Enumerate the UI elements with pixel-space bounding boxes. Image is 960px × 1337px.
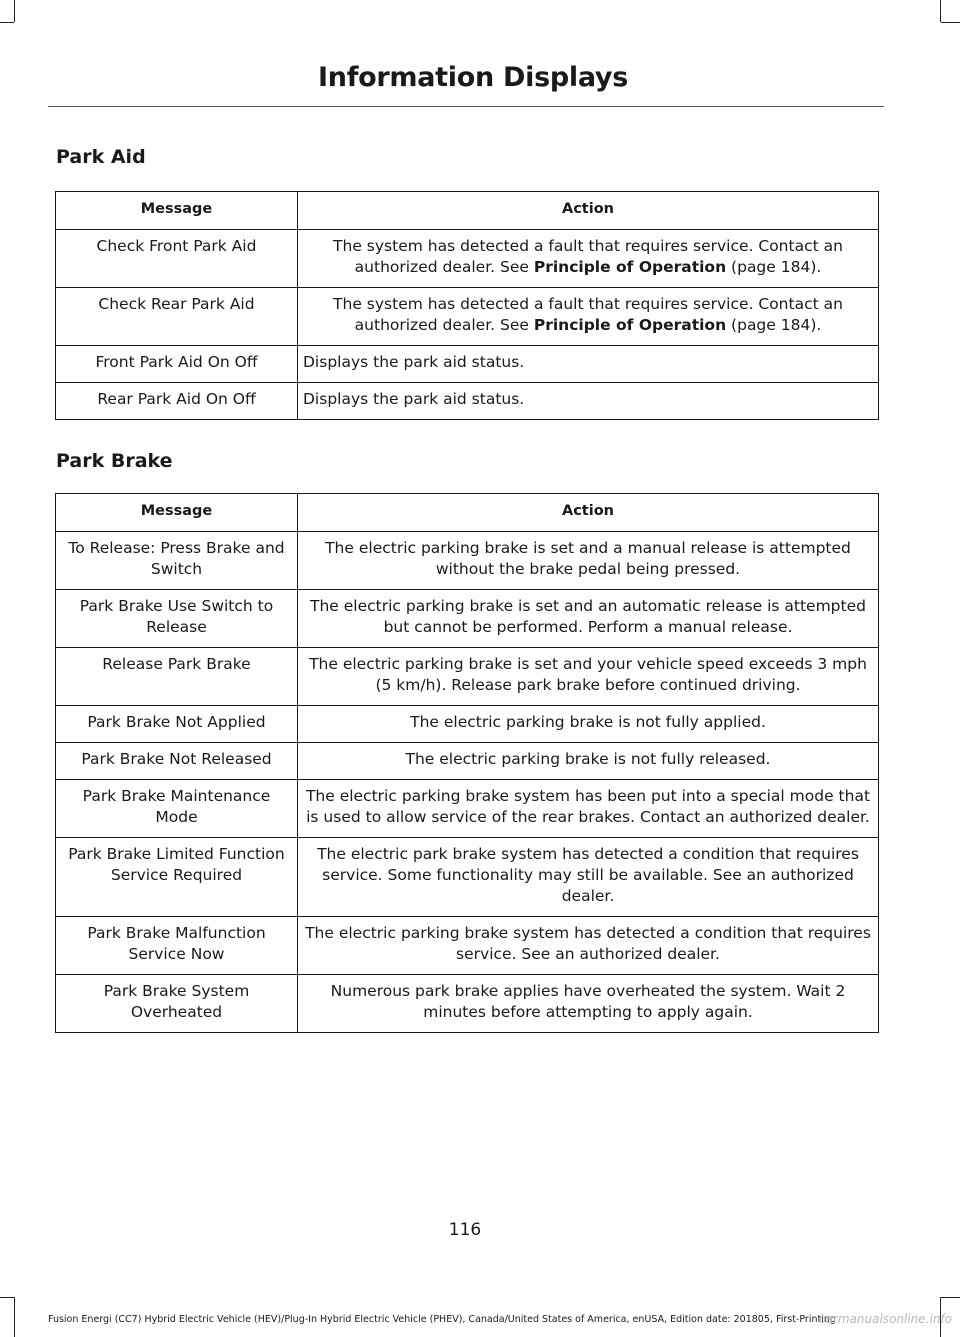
crop-mark-top-right <box>940 0 941 22</box>
park-brake-section-title: Park Brake <box>56 450 173 472</box>
table-row <box>56 838 879 917</box>
cross-reference-link[interactable]: Principle of Operation <box>533 258 727 276</box>
table-row <box>56 346 879 383</box>
message-cell: Front Park Aid On Off <box>56 346 298 383</box>
action-cell: Displays the park aid status. <box>298 346 879 383</box>
action-cell: The electric parking brake is set and a manual release is attempted without the brake pedal being pressed. <box>298 532 879 590</box>
action-cell <box>298 288 879 346</box>
column-header-action: Action <box>298 192 879 230</box>
table-row <box>56 230 879 288</box>
message-cell: Check Front Park Aid <box>56 230 298 288</box>
action-cell: Displays the park aid status. <box>298 383 879 420</box>
message-cell: Park Brake Not Released <box>56 743 298 780</box>
page-reference: (page 184). <box>726 258 822 276</box>
action-cell: The electric parking brake is not fully applied. <box>298 706 879 743</box>
action-text: The system has detected a fault that requires service. Contact an authorized dealer. See <box>333 237 843 276</box>
message-cell: Park Brake Maintenance Mode <box>56 780 298 838</box>
message-cell: Park Brake System Overheated <box>56 975 298 1033</box>
page-number: 116 <box>448 1220 482 1240</box>
table-row <box>56 743 879 780</box>
crop-mark-bottom-right <box>941 1297 960 1298</box>
crop-mark-top-left <box>0 22 14 23</box>
action-text: The system has detected a fault that requires service. Contact an authorized dealer. See <box>333 295 843 334</box>
table-row <box>56 917 879 975</box>
crop-mark-top-right <box>941 22 960 23</box>
column-header-message: Message <box>56 494 298 532</box>
action-cell: The electric parking brake system has detected a condition that requires service. See an authorized dealer. <box>298 917 879 975</box>
crop-mark-bottom-left <box>14 1297 15 1337</box>
table-row <box>56 780 879 838</box>
crop-mark-bottom-left <box>0 1297 14 1298</box>
message-cell: Park Brake Limited Function Service Required <box>56 838 298 917</box>
crop-mark-top-left <box>14 0 15 22</box>
message-cell: To Release: Press Brake and Switch <box>56 532 298 590</box>
action-cell <box>298 230 879 288</box>
page-header-title: Information Displays <box>318 62 628 93</box>
action-cell: The electric parking brake system has been put into a special mode that is used to allow service of the rear brakes. Contact an authorized dealer. <box>298 780 879 838</box>
message-cell: Check Rear Park Aid <box>56 288 298 346</box>
action-cell: The electric parking brake is set and your vehicle speed exceeds 3 mph (5 km/h). Release park brake before continued driving. <box>298 648 879 706</box>
message-cell: Park Brake Use Switch to Release <box>56 590 298 648</box>
park-brake-table <box>55 493 879 1033</box>
header-divider <box>48 106 884 107</box>
table-row <box>56 532 879 590</box>
message-cell: Park Brake Malfunction Service Now <box>56 917 298 975</box>
table-header-row <box>56 494 879 532</box>
footer-edition-text: Fusion Energi (CC7) Hybrid Electric Vehicle (HEV)/Plug-In Hybrid Electric Vehicle (PHEV), Canada/United States of America, enUSA, Edition date: 201805, First-Printing <box>48 1314 836 1325</box>
table-row <box>56 383 879 420</box>
cross-reference-link[interactable]: Principle of Operation <box>533 316 727 334</box>
table-row <box>56 975 879 1033</box>
table-row <box>56 590 879 648</box>
message-cell: Release Park Brake <box>56 648 298 706</box>
action-cell: The electric parking brake is not fully released. <box>298 743 879 780</box>
watermark: carmanualsonline.info <box>818 1312 952 1326</box>
table-row <box>56 706 879 743</box>
table-row <box>56 288 879 346</box>
page-reference: (page 184). <box>726 316 822 334</box>
action-cell: The electric parking brake is set and an automatic release is attempted but cannot be performed. Perform a manual release. <box>298 590 879 648</box>
column-header-action: Action <box>298 494 879 532</box>
action-cell: The electric park brake system has detected a condition that requires service. Some functionality may still be available. See an authorized dealer. <box>298 838 879 917</box>
message-cell: Rear Park Aid On Off <box>56 383 298 420</box>
message-cell: Park Brake Not Applied <box>56 706 298 743</box>
table-row <box>56 648 879 706</box>
column-header-message: Message <box>56 192 298 230</box>
table-header-row <box>56 192 879 230</box>
action-cell: Numerous park brake applies have overheated the system. Wait 2 minutes before attempting to apply again. <box>298 975 879 1033</box>
park-aid-table <box>55 191 879 420</box>
park-aid-section-title: Park Aid <box>56 146 146 168</box>
